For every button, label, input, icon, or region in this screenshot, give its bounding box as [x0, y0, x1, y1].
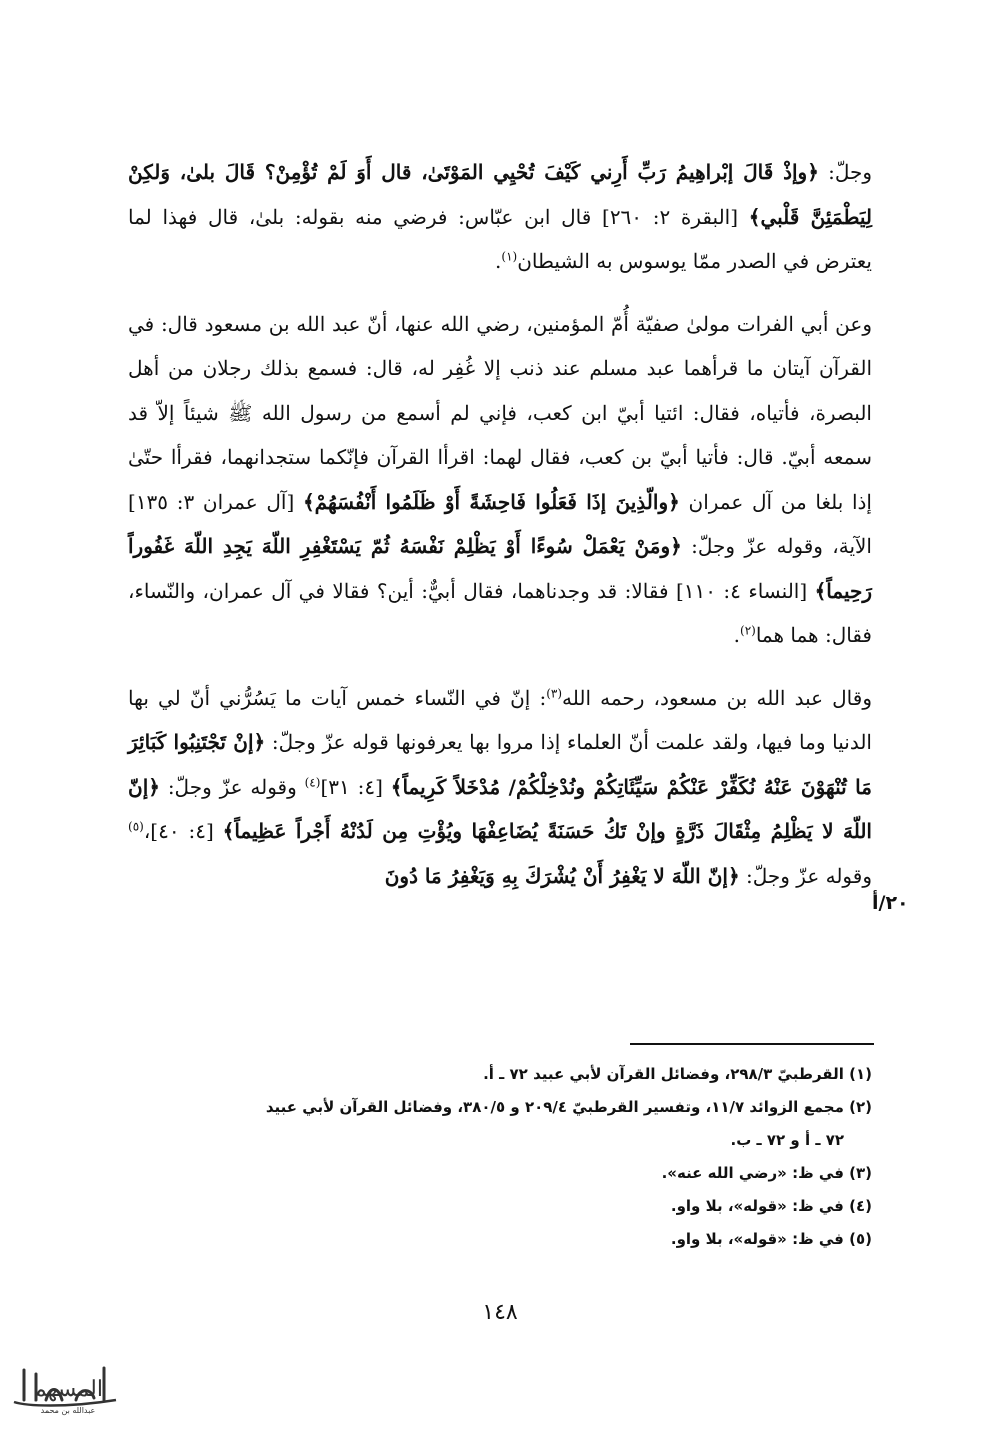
text-run: وقوله عزّ وجلّ: [159, 774, 305, 799]
logo-lettering: المسهم [33, 1377, 103, 1402]
footnote-text: في ظ: «قوله»، بلا واو. [670, 1197, 844, 1215]
footnote-number: (١) [849, 1065, 872, 1083]
footnote-text: القرطبيّ ٢٩٨/٣، وفضائل القرآن لأبي عبيد ٧٢ ـ أ. [483, 1065, 844, 1083]
paragraph-3 [128, 676, 872, 899]
text-run: وقوله عزّ وجلّ: [739, 863, 872, 888]
footnote-2 [128, 1091, 872, 1157]
footnote-number: (٢) [849, 1098, 872, 1116]
text-run: [النساء ٤: ١١٠] فقالا: قد وجدناهما، فقال أبيٌّ: أين؟ فقالا في آل عمران، والنّساء، فقال: هما هما [128, 578, 872, 647]
body-text [128, 150, 872, 898]
quran-verse: ﴿وإذْ قَالَ إبْراهِيمُ رَبِّ أَرِني كَيْفَ تُحْيِي المَوْتَىٰ، قال أَوَ لَمْ تُؤْمِنْ؟ قَالَ بلىٰ، وَلكِنْ لِيَطْمَئِنَّ قَلْبي﴾ [128, 160, 872, 229]
footnote-number: (٣) [849, 1164, 872, 1182]
footnote-5 [128, 1223, 872, 1256]
footnote-text: في ظ: «قوله»، بلا واو. [670, 1230, 844, 1248]
text-run: : إنّ في النّساء خمس آيات ما يَسُرُّني أنّ لي بها الدنيا وما فيها، ولقد علمت أنّ العلماء إذا مروا بها يعرفونها قوله عزّ وجلّ: [128, 685, 872, 754]
paragraph-2 [128, 302, 872, 658]
quran-verse: ﴿والّذِينَ إذَا فَعَلُوا فَاحِشَةً أَوْ ظَلَمُوا أَنْفُسَهُمْ﴾ [302, 489, 680, 514]
footnotes [128, 1058, 872, 1256]
footnote-4 [128, 1190, 872, 1223]
footnote-ref-2[interactable]: (٢) [740, 623, 756, 638]
footnote-number: (٥) [849, 1230, 872, 1248]
quran-verse: ﴿إنّ اللّهَ لا يَغْفِرُ أَنْ يُشْرَكَ بِهِ وَيَغْفِرُ مَا دُونَ [384, 863, 740, 888]
text-run: [٤: ٤٠]، [143, 819, 223, 843]
text-run: وقال عبد الله بن مسعود، رحمه الله [562, 685, 872, 710]
footnote-text: مجمع الزوائد ١١/٧، وتفسير القرطبيّ ٢٠٩/٤ و ٣٨٠/٥، وفضائل القرآن لأبي عبيد [265, 1098, 844, 1116]
paragraph-1 [128, 150, 872, 284]
quran-verse: ﴿إنْ تَجْتَنِبُوا كَبَائِرَ مَا تُنْهَوْنَ عَنْهُ نُكَفِّرْ عَنْكُمْ سَيِّئَاتِكُمْ ونُدْخِلْكُمْ/ مُدْخَلاً كَرِيماً﴾ [128, 730, 872, 799]
footnote-1 [128, 1058, 872, 1091]
footnote-ref-5[interactable]: (٥) [128, 819, 144, 834]
footnote-text: في ظ: «رضي الله عنه». [661, 1164, 844, 1182]
margin-folio-note: ٢٠/أ [872, 892, 909, 914]
text-run: وجلّ: [818, 160, 873, 184]
text-run: [٤: ٣١] [320, 774, 391, 799]
footnote-divider [630, 1043, 874, 1045]
text-run: . [733, 623, 740, 647]
logo-sublettering: عبدالله بن محمد [40, 1406, 96, 1415]
calligraphy-logo [6, 1356, 131, 1416]
text-run: وعن أبي الفرات مولىٰ صفيّة أُمّ المؤمنين، رضي الله عنها، أنّ عبد الله بن مسعود قال: في القرآن آيتان ما قرأهما عبد مسلم عند ذنب إلا غُفِر له، قال: فسمع بذلك رجلان من أهل البصرة، فأتياه، فقال: ائتيا أبيّ ابن كعب، فإني لم أسمع من رسول الله ﷺ شيئاً إلاّ قد سمعه أبيّ. قال: فأتيا أبيّ بن كعب، فقال لهما: اقرأا القرآن فإنّكما ستجدانهما، فقرأا حتّىٰ إذا بلغا من آل عمران [128, 311, 872, 514]
text-run: . [495, 249, 502, 273]
footnote-3 [128, 1157, 872, 1190]
footnote-number: (٤) [849, 1197, 872, 1215]
text-run: [البقرة ٢: ٢٦٠] قال ابن عبّاس: فرضي منه بقوله: بلىٰ، قال فهذا لما يعترض في الصدر ممّا يوسوس به الشيطان [128, 204, 872, 273]
footnote-ref-4[interactable]: (٤) [304, 774, 321, 789]
text-run: [آل عمران ٣: ١٣٥] الآية، وقوله عزّ وجلّ: [128, 489, 872, 558]
quran-verse: ﴿إنّ اللّهَ لا يَظْلِمُ مِثْقَالَ ذَرَّةٍ وإنْ تَكُ حَسَنَةً يُضَاعِفْهَا ويُؤْتِ مِن لَدُنْهُ أَجْراً عَظِيماً﴾ [128, 774, 872, 843]
page-number: ١٤٨ [482, 1300, 518, 1325]
footnote-text-continued: ٧٢ ـ أ و ٧٢ ـ ب. [730, 1131, 844, 1149]
footnote-ref-3[interactable]: (٣) [546, 685, 563, 700]
footnote-ref-1[interactable]: (١) [501, 249, 518, 264]
quran-verse: ﴿ومَنْ يَعْمَلْ سُوءًا أَوْ يَظْلِمْ نَفْسَهُ ثُمّ يَسْتَغْفِرِ اللّهَ يَجِدِ اللّهَ غَفُوراً رَحِيماً﴾ [128, 534, 872, 603]
